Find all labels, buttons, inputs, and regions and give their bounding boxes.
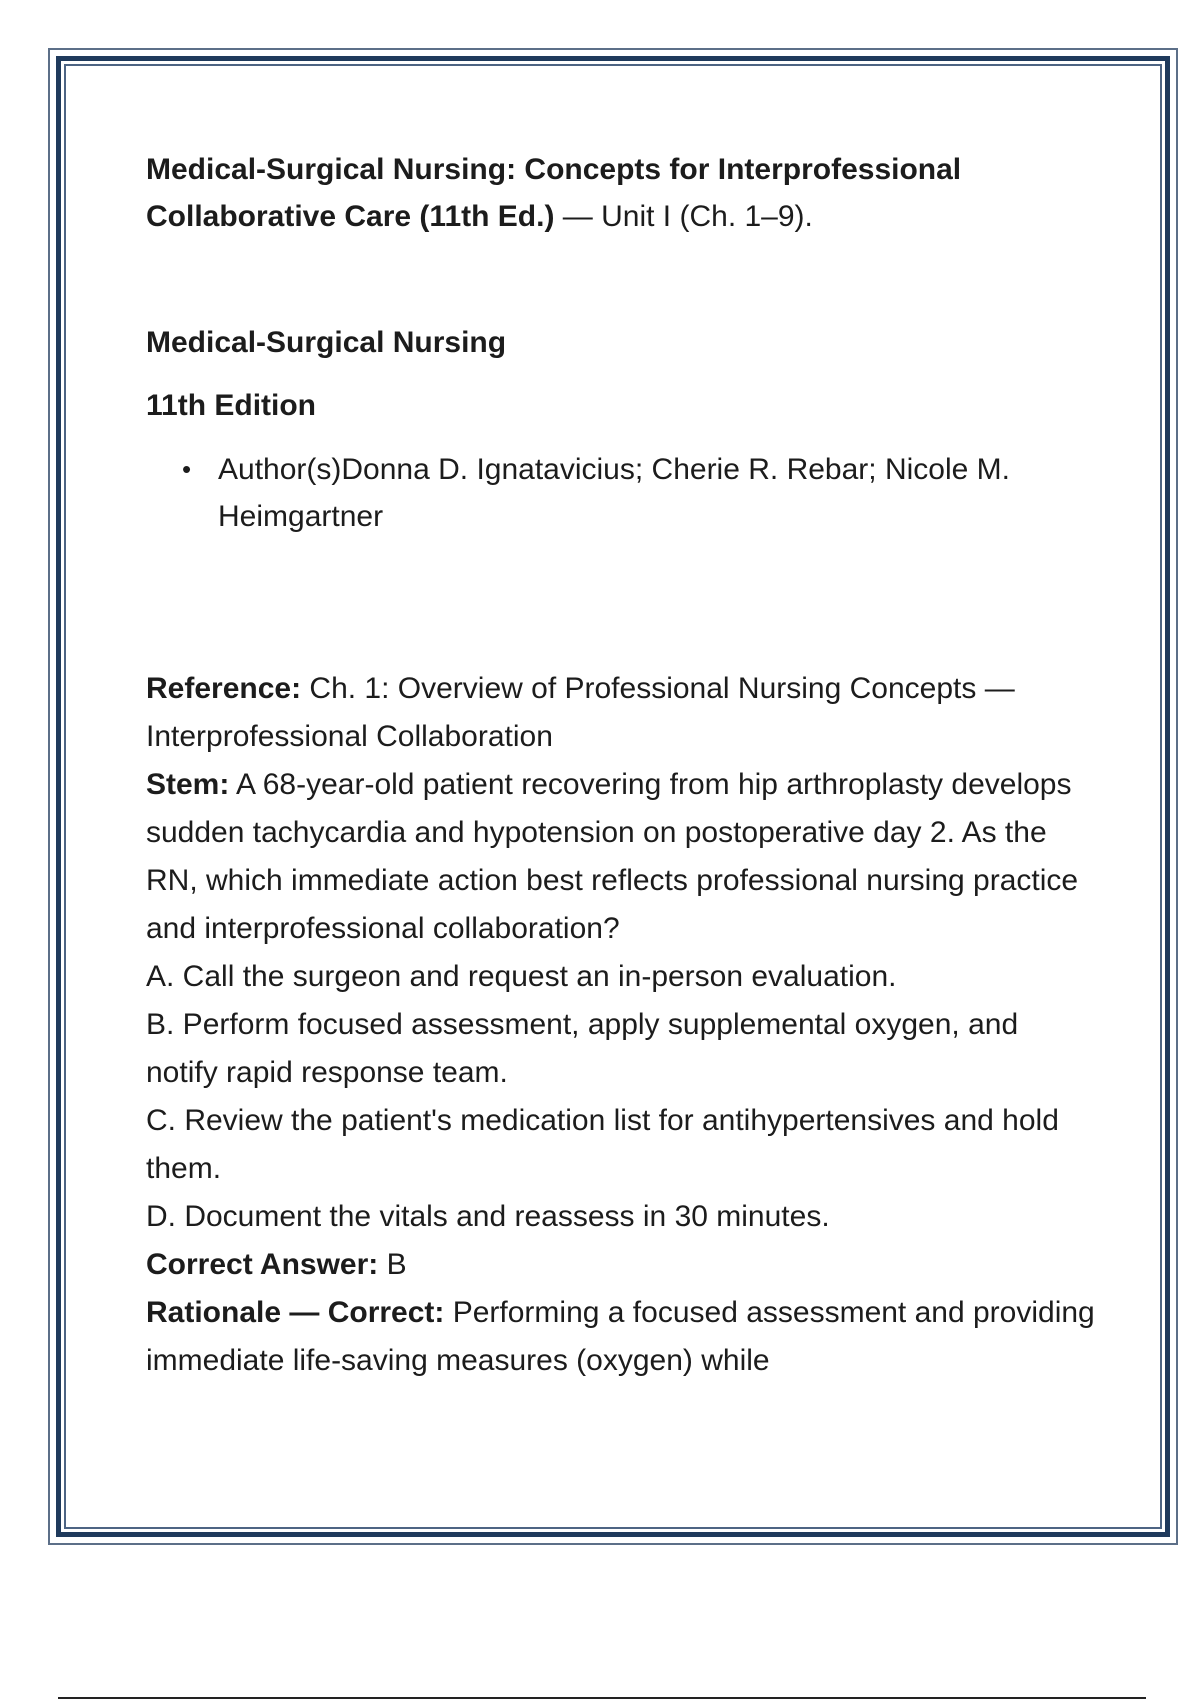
question-block — [146, 665, 1096, 1385]
document-body — [146, 146, 1096, 1385]
authors-text: Author(s)Donna D. Ignatavicius; Cherie R. Rebar; Nicole M. Heimgartner — [218, 453, 1010, 533]
author-item — [146, 446, 1096, 540]
stem-text: A 68-year-old patient recovering from hip arthroplasty develops sudden tachycardia and hypotension on postoperative day 2. As the RN, which immediate action best reflects professional nursing practice and interprofessional collaboration? — [146, 768, 1079, 945]
rationale-text: Performing a focused assessment and providing immediate life-saving measures (oxygen) while — [146, 1296, 1095, 1377]
book-name: Medical-Surgical Nursing — [146, 326, 507, 359]
edition: 11th Edition — [146, 389, 317, 422]
reference — [146, 665, 1096, 761]
author-list — [146, 446, 1096, 540]
option-b: B. Perform focused assessment, apply supplemental oxygen, and notify rapid response team. — [146, 1008, 1019, 1089]
option-c: C. Review the patient's medication list for antihypertensives and hold them. — [146, 1104, 1059, 1185]
rationale — [146, 1289, 1096, 1385]
option-d: D. Document the vitals and reassess in 30 minutes. — [146, 1200, 830, 1233]
title-bold: Medical-Surgical Nursing: Concepts for Interprofessional Collaborative Care (11th Ed.) — [146, 153, 962, 233]
answer-label: Correct Answer: — [146, 1248, 379, 1281]
bullet-icon: • — [182, 454, 192, 484]
stem — [146, 761, 1096, 953]
title-suffix: — Unit I (Ch. 1–9). — [554, 200, 813, 233]
correct-answer — [146, 1241, 1096, 1289]
footer-rule — [58, 1697, 1146, 1699]
option-a: A. Call the surgeon and request an in-person evaluation. — [146, 960, 897, 993]
rationale-label: Rationale — Correct: — [146, 1296, 445, 1329]
reference-label: Reference: — [146, 672, 302, 705]
stem-label: Stem: — [146, 768, 230, 801]
answer-value: B — [378, 1248, 407, 1281]
document-title — [146, 146, 1096, 240]
reference-text: Ch. 1: Overview of Professional Nursing Concepts — Interprofessional Collaboration — [146, 672, 1015, 753]
